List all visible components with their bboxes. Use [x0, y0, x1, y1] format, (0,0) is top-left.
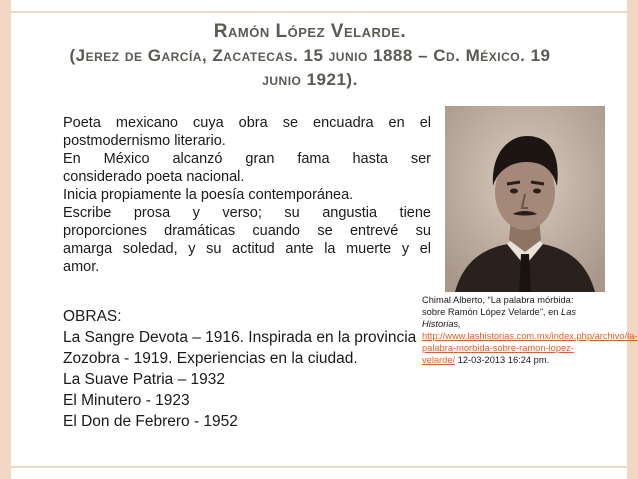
bio-line: amor. [63, 259, 100, 275]
bio-line: Escribe prosa y verso; su angustia tiene [63, 205, 431, 221]
top-border-line [11, 11, 627, 13]
title-dates-line1: (Jerez de García, Zacatecas. 15 junio 1888 – Cd. México. 19 [69, 46, 551, 65]
caption-link[interactable]: http://www.lashistorias.com.mx/index.php/archivo/la-palabra-morbida-sobre-ramon-lopez-velarde/ [422, 331, 638, 365]
right-accent-bar [627, 0, 638, 479]
title-name: Ramón López Velarde. [213, 21, 407, 42]
bio-line: En México alcanzó gran fama hasta ser [63, 151, 431, 167]
bottom-border-line [11, 466, 627, 468]
bio-line: proporciones dramáticas cuando se entrevé su [63, 223, 431, 239]
portrait-photo [445, 106, 605, 292]
work-item: El Don de Febrero - 1952 [63, 413, 238, 430]
left-accent-bar [0, 0, 11, 479]
caption-text: Chimal Alberto, “La palabra mórbida: sobre Ramón López Velarde”, en [422, 295, 574, 317]
work-item: Zozobra - 1919. Experiencias en la ciudad. [63, 350, 358, 367]
caption-italic: Las Historias, [422, 307, 577, 329]
photo-caption [422, 294, 638, 366]
bio-line: considerado poeta nacional. [63, 169, 245, 185]
work-item: La Sangre Devota – 1916. Inspirada en la provincia [63, 329, 417, 346]
bio-line: Inicia propiamente la poesía contemporánea. [63, 187, 354, 203]
title-dates-line2: junio 1921). [262, 70, 358, 89]
bio-line: Poeta mexicano cuya obra se encuadra en el [63, 115, 431, 131]
work-item: El Minutero - 1923 [63, 392, 190, 409]
works-heading: OBRAS: [63, 308, 122, 325]
bio-text [63, 114, 431, 276]
portrait-illustration [445, 106, 605, 292]
works-list [63, 306, 443, 432]
slide-title [20, 20, 600, 92]
work-item: La Suave Patria – 1932 [63, 371, 226, 388]
bio-line: postmodernismo literario. [63, 133, 226, 149]
bio-line: amarga soledad, y su actitud ante la muerte y el [63, 241, 431, 257]
caption-date: 12-03-2013 16:24 pm. [455, 355, 550, 365]
